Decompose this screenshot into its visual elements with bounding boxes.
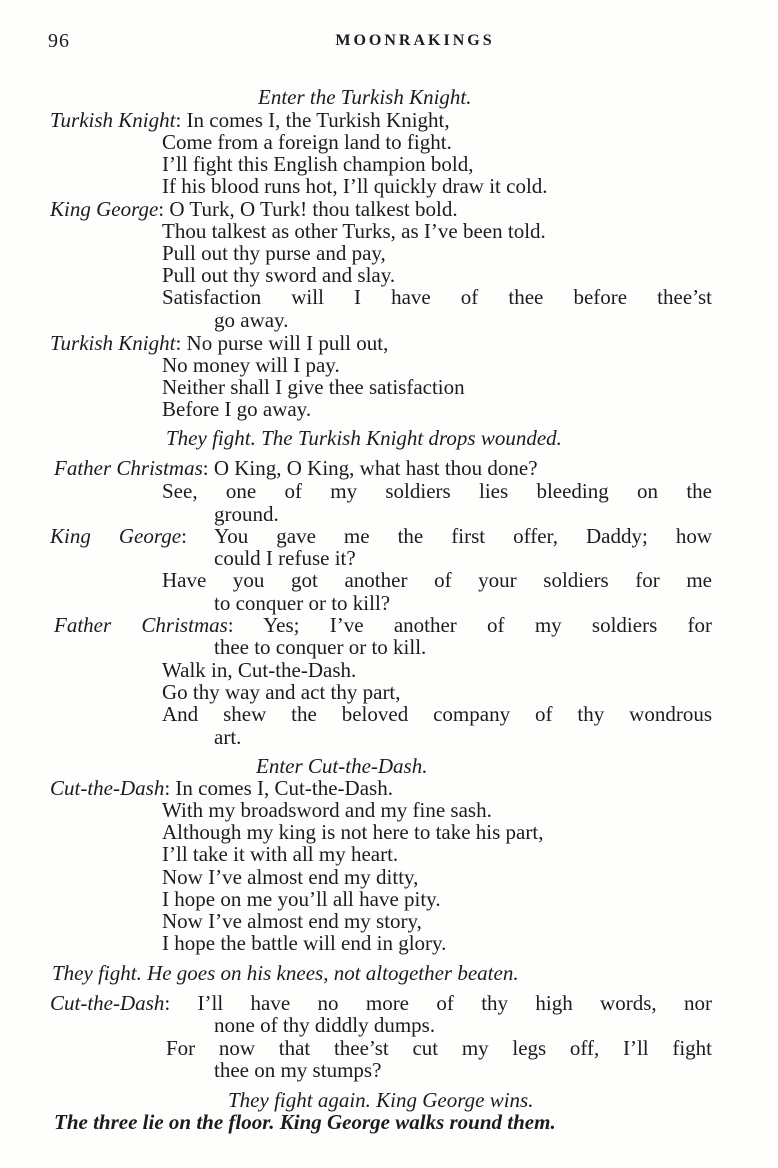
page-header [48, 30, 722, 54]
speech-line: King George: O Turk, O Turk! thou talkest bold. [50, 197, 458, 221]
stage-direction: Enter the Turkish Knight. [258, 85, 472, 109]
verse-line: Have you got another of your soldiers for me [162, 568, 712, 592]
verse-line: Go thy way and act thy part, [162, 680, 401, 704]
verse-line: Now I’ve almost end my story, [162, 909, 422, 933]
verse-line: Walk in, Cut-the-Dash. [162, 658, 357, 682]
verse-line: Come from a foreign land to fight. [162, 130, 452, 154]
speaker-name: King George [50, 197, 159, 221]
verse-line-continued: could I refuse it? [214, 546, 356, 570]
verse-line-continued: to conquer or to kill? [214, 591, 391, 615]
verse-line: Pull out thy purse and pay, [162, 241, 386, 265]
verse-line: Thou talkest as other Turks, as I’ve been told. [162, 219, 546, 243]
verse-line-continued: thee to conquer or to kill. [214, 635, 427, 659]
verse-line: For now that thee’st cut my legs off, I’ll fight [166, 1036, 712, 1060]
speaker-name: King George [50, 524, 182, 548]
speaker-name: Father Christmas [54, 456, 203, 480]
verse-line: If his blood runs hot, I’ll quickly draw it cold. [162, 174, 548, 198]
verse-line-continued: ground. [214, 502, 279, 526]
stage-direction: They fight. He goes on his knees, not altogether beaten. [52, 961, 519, 985]
verse-line: I hope on me you’ll all have pity. [162, 887, 441, 911]
speaker-name: Turkish Knight [50, 331, 176, 355]
speaker-name: Cut-the-Dash [50, 991, 165, 1015]
speech-line: Turkish Knight: No purse will I pull out, [50, 331, 389, 355]
stage-direction: Enter Cut-the-Dash. [256, 754, 428, 778]
verse-line: I hope the battle will end in glory. [162, 931, 447, 955]
verse-line: Now I’ve almost end my ditty, [162, 865, 419, 889]
verse-line: I’ll take it with all my heart. [162, 842, 399, 866]
speech-line: Cut-the-Dash: I’ll have no more of thy high words, nor [50, 991, 712, 1015]
verse-line: Pull out thy sword and slay. [162, 263, 396, 287]
verse-line: No money will I pay. [162, 353, 340, 377]
speech-line: Cut-the-Dash: In comes I, Cut-the-Dash. [50, 776, 393, 800]
speech-line: Turkish Knight: In comes I, the Turkish Knight, [50, 108, 450, 132]
speech-line: King George: You gave me the first offer, Daddy; how [50, 524, 713, 548]
speech-line: Father Christmas: O King, O King, what hast thou done? [54, 456, 538, 480]
verse-line: I’ll fight this English champion bold, [162, 152, 474, 176]
verse-line-continued: none of thy diddly dumps. [214, 1013, 436, 1037]
verse-line: And shew the beloved company of thy wondrous [162, 702, 712, 726]
verse-line: With my broadsword and my fine sash. [162, 798, 492, 822]
speaker-name: Cut-the-Dash [50, 776, 165, 800]
stage-direction: They fight again. King George wins. [228, 1088, 534, 1112]
running-title: MOONRAKINGS [335, 32, 495, 49]
verse-line: See, one of my soldiers lies bleeding on the [162, 479, 712, 503]
speaker-name: Father Christmas [54, 613, 228, 637]
verse-line: Before I go away. [162, 397, 312, 421]
speaker-name: Turkish Knight [50, 108, 176, 132]
stage-direction: They fight. The Turkish Knight drops wounded. [166, 426, 562, 450]
speech-line: Father Christmas: Yes; I’ve another of my soldiers for [54, 613, 712, 637]
verse-line: Satisfaction will I have of thee before thee’st [162, 285, 712, 309]
verse-line-continued: go away. [214, 308, 289, 332]
page-number: 96 [48, 30, 70, 52]
verse-line-continued: art. [214, 725, 242, 749]
verse-line-continued: thee on my stumps? [214, 1058, 382, 1082]
verse-line: Although my king is not here to take his part, [162, 820, 544, 844]
verse-line: Neither shall I give thee satisfaction [162, 375, 465, 399]
stage-direction: The three lie on the floor. King George walks round them. [54, 1110, 556, 1134]
